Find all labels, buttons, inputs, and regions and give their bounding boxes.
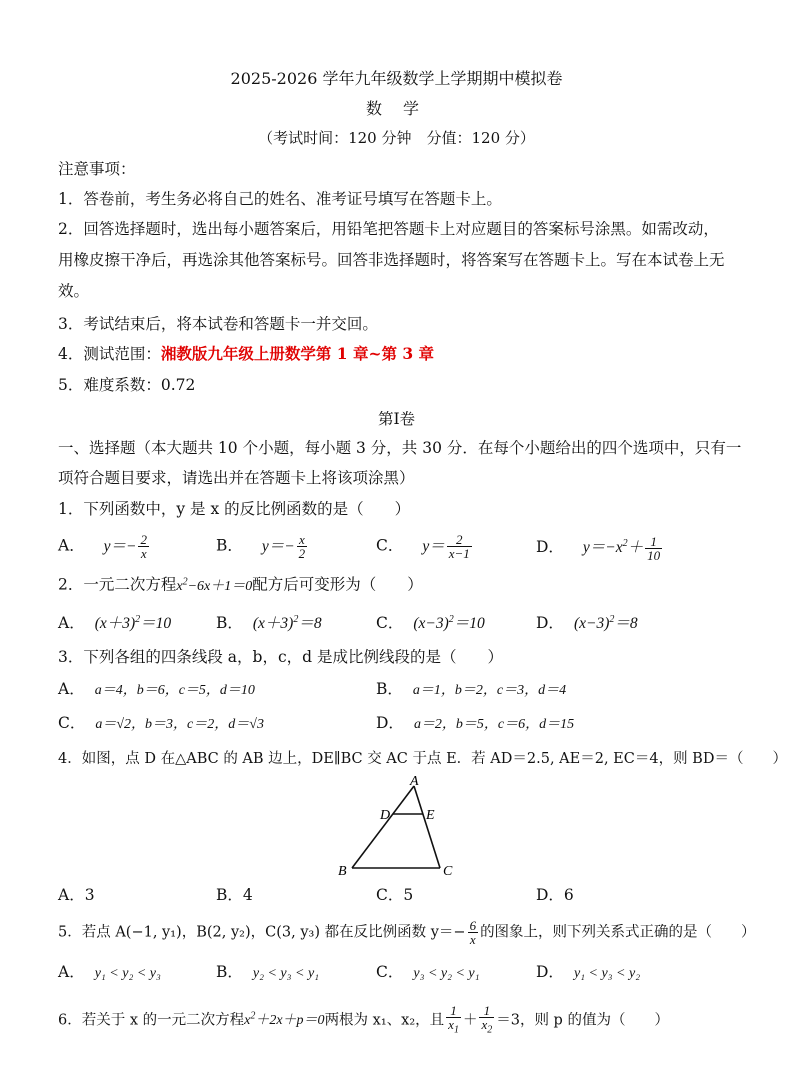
volume-heading: 第Ⅰ卷: [377, 410, 416, 428]
q1-option-b: B． y＝− $\frac{x}{2}$: [216, 532, 306, 561]
option-label: C．: [376, 536, 404, 555]
q5-option-c: [376, 961, 480, 985]
q3-option-a: [58, 678, 255, 702]
q5-stem-prefix: 5．若点 A(−1, y₁)，B(2, y₂)，C(3, y₃) 都在反比例函数 y＝−: [58, 924, 466, 941]
fraction: $\frac{2}{x}$: [140, 532, 147, 561]
q1-option-a: A． y＝− $\frac{2}{x}$: [58, 532, 147, 561]
q3-option-c: [58, 712, 264, 736]
notes-heading: 注意事项：: [58, 160, 136, 178]
option-value: a＝2，b＝5，c＝6，d＝15: [413, 717, 575, 732]
q2-option-b: B． $(x+3)^2=8$: [216, 614, 322, 633]
fraction: $\frac{1}{10}$: [647, 533, 661, 563]
exam-title: 2025-2026 学年九年级数学上学期期中模拟卷: [230, 69, 563, 88]
vertex-label-b: B: [338, 864, 347, 879]
option-value: a＝4，b＝6，c＝5，d＝10: [94, 683, 255, 698]
q2-stem-prefix: 2．一元二次方程: [58, 575, 177, 594]
vertex-label-e: E: [426, 808, 435, 823]
q5-stem-suffix: 的图象上，则下列关系式正确的是（ ）: [480, 924, 756, 941]
option-value: y₃ < y₂ < y₁: [413, 966, 480, 981]
side-ab: [352, 786, 414, 868]
note-2-line-3: 效。: [58, 282, 90, 300]
section-instructions-line-1: 一、选择题（本大题共 10 个小题，每小题 3 分，共 30 分．在每个小题给出的四个选项中，只有一: [58, 439, 742, 457]
vertex-label-d: D: [380, 808, 391, 823]
note-4: [58, 343, 748, 365]
subject-title: 数 学: [365, 99, 428, 118]
exam-time-info: （考试时间：120 分钟 分值：120 分）: [258, 129, 535, 147]
option-label: C．: [58, 714, 86, 732]
vertex-label-c: C: [443, 864, 453, 879]
q4-option-a: A．3: [58, 886, 95, 904]
option-label: D．: [536, 614, 564, 633]
q3-option-b: [376, 678, 566, 702]
note-2-line-1: 2．回答选择题时，选出每小题答案后，用铅笔把答题卡上对应题目的答案标号涂黑。如需改动，: [58, 220, 719, 238]
fraction: $\frac{2}{x-1}$: [448, 532, 470, 561]
option-value: y₁ < y₃ < y₂: [573, 966, 641, 981]
fraction: $\frac{x}{2}$: [298, 532, 306, 561]
option-label: A．: [58, 614, 85, 633]
q4-option-c: C．5: [376, 886, 414, 904]
fraction: $\frac{1}{x_1}$: [448, 1003, 459, 1036]
q1-stem: 1．下列函数中，y 是 x 的反比例函数的是（ ）: [58, 500, 411, 518]
q1-option-d: D． $y=-x^2+$ $\frac{1}{10}$: [536, 533, 661, 563]
q4-option-b: B．4: [216, 886, 253, 904]
option-label: B．: [216, 614, 243, 633]
option-value: a＝√2，b＝3，c＝2，d＝√3: [95, 717, 264, 732]
q5-stem: [58, 918, 756, 947]
q3-stem: 3．下列各组的四条线段 a，b，c，d 是成比例线段的是（ ）: [58, 648, 503, 666]
q2-option-c: C． $(x-3)^2=10$: [376, 614, 485, 633]
fraction: $\frac{6}{x}$: [469, 918, 477, 947]
note-4-prefix: 4．测试范围：: [58, 345, 161, 363]
note-3: 3．考试结束后，将本试卷和答题卡一并交回。: [58, 315, 378, 333]
q4-stem: 4．如图，点 D 在△ABC 的 AB 边上，DE∥BC 交 AC 于点 E．若 AD＝2.5, AE＝2, EC＝4，则 BD＝（ ）: [58, 751, 787, 767]
q2-option-d: D． $(x-3)^2=8$: [536, 614, 638, 633]
option-label: C．: [376, 614, 404, 633]
option-label: D．: [536, 963, 564, 981]
option-label: C．: [376, 963, 404, 981]
q2-stem: 2．一元二次方程$x^2-6x+1=0$配方后可变形为（ ）: [58, 575, 423, 594]
q5-option-a: [58, 961, 161, 985]
q6-stem-suffix: ＝3，则 p 的值为（ ）: [496, 1012, 669, 1029]
note-2-line-2: 用橡皮擦干净后，再选涂其他答案标号。回答非选择题时，将答案写在答题卡上。写在本试卷上无: [58, 251, 725, 269]
vertex-label-a: A: [410, 774, 419, 789]
triangle-figure: [330, 772, 470, 882]
q5-option-d: [536, 961, 640, 985]
section-instructions-line-2: 项符合题目要求，请选出并在答题卡上将该项涂黑）: [58, 469, 415, 487]
option-label: D．: [536, 538, 564, 557]
option-label: B．: [216, 536, 243, 555]
q6-stem-middle: 两根为 x₁、x₂，且: [324, 1012, 445, 1029]
option-label: A．: [58, 963, 85, 981]
option-label: A．: [58, 536, 85, 555]
option-value: y₂ < y₃ < y₁: [252, 966, 320, 981]
option-label: D．: [376, 714, 404, 732]
note-5: 5．难度系数：0.72: [58, 376, 196, 394]
option-value: a＝1，b＝2，c＝3，d＝4: [412, 683, 567, 698]
option-label: B．: [376, 680, 403, 698]
q2-stem-suffix: 配方后可变形为（ ）: [252, 575, 423, 594]
option-value: y₁ < y₂ < y₃: [94, 966, 161, 981]
q5-option-b: [216, 961, 319, 985]
test-range: 湘教版九年级上册数学第 1 章~第 3 章: [160, 344, 435, 363]
q2-option-a: A． $(x+3)^2=10$: [58, 614, 172, 633]
q6-stem: 6．若关于 x 的一元二次方程$x^2+2x+p=0$两根为 x₁、x₂，且 $\frac{1}{x_1}$ ＋ $\frac{1}{x_2}$ ＝3，则 p 的值为（ ）: [58, 1003, 669, 1036]
q4-option-d: D．6: [536, 886, 574, 904]
q1-option-c: C． y＝ $\frac{2}{x-1}$: [376, 532, 470, 561]
q6-stem-prefix: 6．若关于 x 的一元二次方程: [58, 1012, 245, 1029]
option-label: A．: [58, 680, 85, 698]
fraction: $\frac{1}{x_2}$: [481, 1003, 493, 1036]
side-ac: [414, 786, 440, 868]
q3-option-d: [376, 712, 574, 736]
note-1: 1．答卷前，考生务必将自己的姓名、准考证号填写在答题卡上。: [58, 190, 502, 208]
option-label: B．: [216, 963, 243, 981]
